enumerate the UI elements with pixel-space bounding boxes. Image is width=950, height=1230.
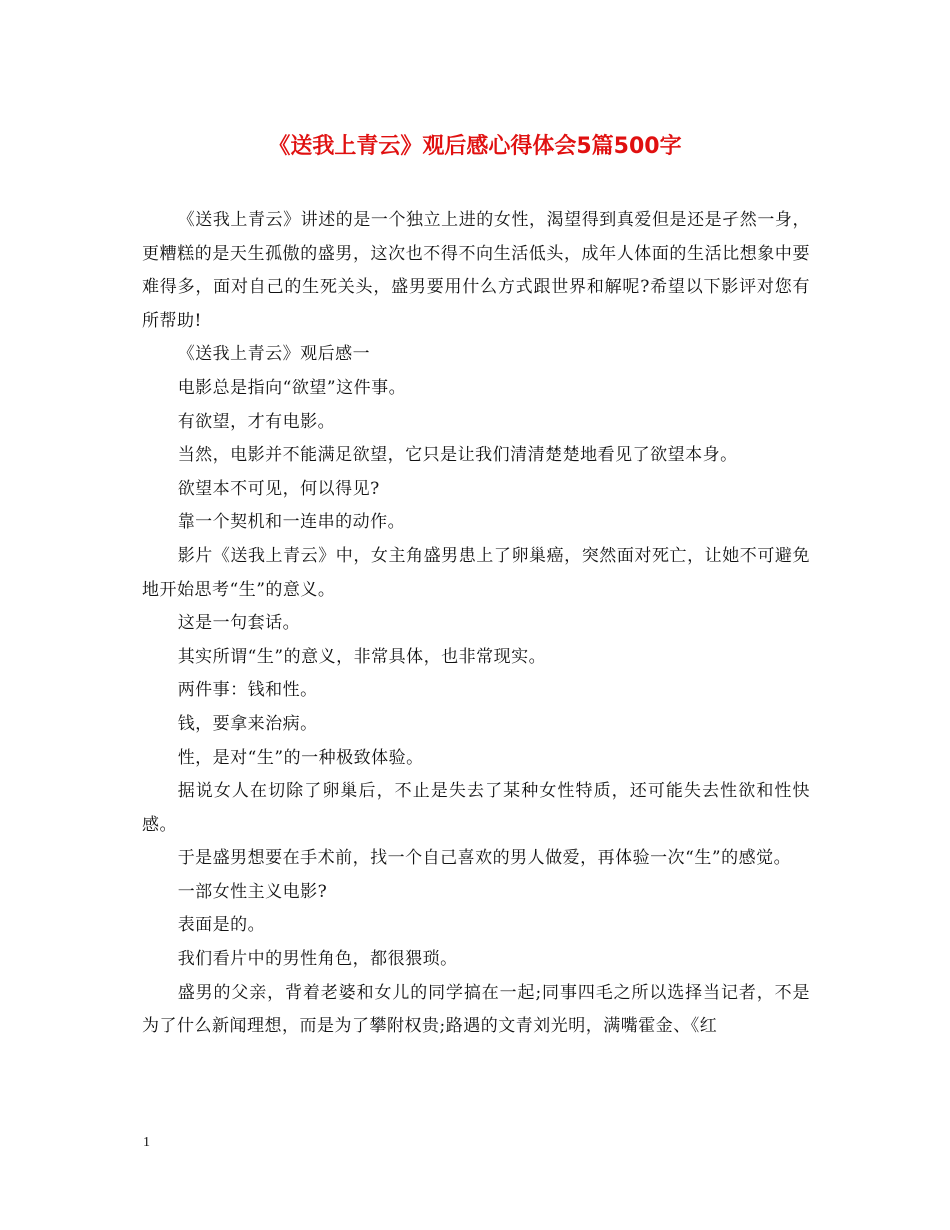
paragraph: 性，是对“生”的一种极致体验。 (177, 747, 424, 768)
paragraph: 《送我上青云》讲述的是一个独立上进的女性，渴望得到真爱但是还是孑然一身，更糟糕的是天生孤傲的盛男，这次也不得不向生活低头，成年人体面的生活比想象中要难得多，面对自己的生死关头，盛男要用什么方式跟世界和解呢?希望以下影评对您有所帮助! (142, 210, 810, 331)
paragraph: 表面是的。 (177, 915, 266, 936)
paragraph: 影片《送我上青云》中，女主角盛男患上了卵巢癌，突然面对死亡，让她不可避免地开始思考“生”的意义。 (142, 545, 810, 600)
paragraph: 电影总是指向“欲望”这件事。 (177, 377, 407, 398)
paragraph: 当然，电影并不能满足欲望，它只是让我们清清楚楚地看见了欲望本身。 (177, 445, 738, 466)
document-title: 《送我上青云》观后感心得体会5篇500字 (268, 134, 682, 159)
page-number: 1 (143, 1135, 150, 1150)
paragraph: 欲望本不可见，何以得见? (177, 478, 380, 499)
paragraph: 有欲望，才有电影。 (177, 411, 336, 432)
paragraph: 我们看片中的男性角色，都很猥琐。 (177, 949, 458, 970)
paragraph: 两件事：钱和性。 (177, 680, 318, 701)
paragraph: 靠一个契机和一连串的动作。 (177, 512, 406, 533)
paragraph: 据说女人在切除了卵巢后，不止是失去了某种女性特质，还可能失去性欲和性快感。 (142, 781, 810, 835)
paragraph: 钱，要拿来治病。 (177, 713, 318, 734)
paragraph: 《送我上青云》观后感一 (177, 344, 371, 365)
paragraph: 这是一句套话。 (177, 613, 301, 634)
paragraph: 其实所谓“生”的意义，非常具体，也非常现实。 (177, 646, 547, 667)
document-body (142, 204, 810, 1044)
paragraph: 一部女性主义电影? (177, 881, 328, 902)
paragraph: 盛男的父亲，背着老婆和女儿的同学搞在一起;同事四毛之所以选择当记者，不是为了什么新闻理想，而是为了攀附权贵;路遇的文青刘光明，满嘴霍金、《红 (142, 982, 810, 1037)
paragraph: 于是盛男想要在手术前，找一个自己喜欢的男人做爱，再体验一次“生”的感觉。 (177, 848, 792, 869)
